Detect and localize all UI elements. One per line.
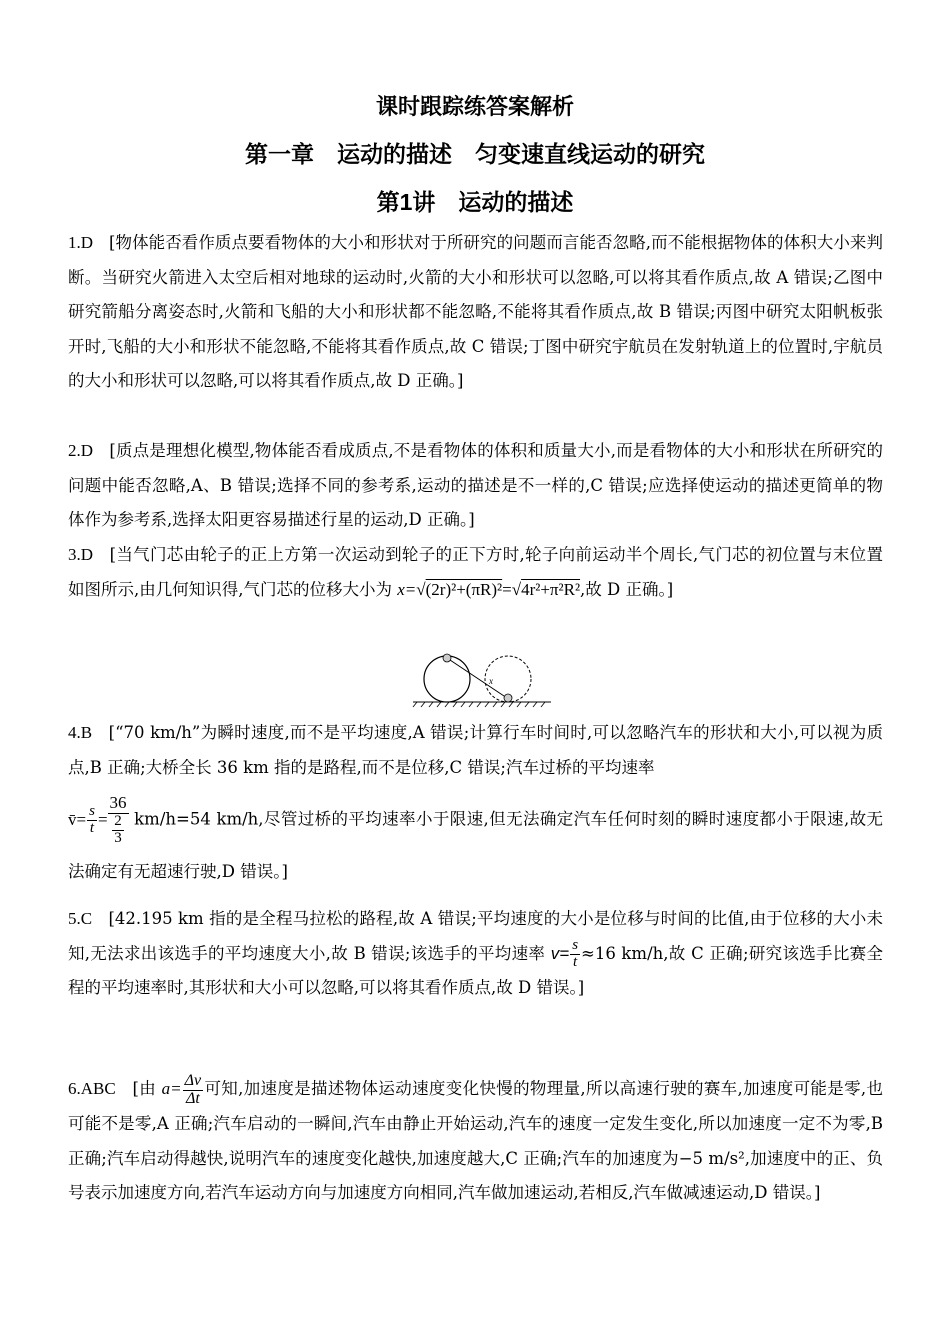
valve-initial [443,654,451,662]
wheel-initial [424,656,470,702]
wheel-displacement-figure [405,650,555,712]
answer-6-text-a: [由 [132,1079,162,1098]
answer-2 [68,434,883,538]
lesson-number: 1 [399,189,413,215]
answer-3 [68,538,883,607]
answer-5 [68,902,883,1006]
answer-3-text-a: [当气门芯由轮子的正上方第一次运动到轮子的正下方时,轮子向前运动半个周长,气门芯的初位置与末位置如图所示,由几何知识得,气门芯的位移大小为 [68,545,883,599]
displacement-label: x [489,676,493,686]
answer-2-number: 2.D [68,441,94,460]
displacement-line [450,660,504,696]
speed-formula: v= $\frac{s}{t}$ [550,937,579,971]
formula-equals: = [502,579,512,599]
answer-5-text-a: [42.195 km 指的是全程马拉松的路程,故 A 错误;平均速度的大小是位移与时间的比值,由于位移的大小未知,无法求出该选手的平均速度大小,故 B 错误;该选手的平均速率 [68,909,883,963]
answer-1-text: [物体能否看作质点要看物体的大小和形状对于所研究的问题而言能否忽略,而不能根据物体的体积大小来判断。当研究火箭进入太空后相对地球的运动时,火箭的大小和形状可以忽略,可以将其看作质点,故 A 错误;乙图中研究箭船分离姿态时,火箭和飞船的大小和形状都不能忽略,不能将其看作质点,故 B 错误;丙图中研究太阳帆板张开时,飞船的大小和形状不能忽略,不能将其看作质点,故 C 错误;丁图中研究宇航员在发射轨道上的位置时,宇航员的大小和形状可以忽略,可以将其看作质点,故 D 正确。] [68,233,883,390]
answer-1-number: 1.D [68,233,94,252]
answer-6-number: 6.ABC [68,1079,116,1098]
formula-x: x= [397,579,417,599]
displacement-formula: x=√(2r)²+(πR)²=√4r²+π²R² [397,579,581,599]
answer-5-text-b: ≈16 km/h,故 C 正确;研究该选手比赛全程的平均速率时,其形状和大小可以忽略,可以将其看作质点,故 D 错误。] [68,943,883,997]
radicand-2: 4r²+π²R² [521,579,581,599]
page-title: 课时跟踪练答案解析 [375,95,574,120]
lesson-suffix: 讲 运动的描述 [412,190,574,216]
answer-6 [68,1072,883,1211]
answer-4-text-a: [“70 km/h”为瞬时速度,而不是平均速度,A 错误;计算行车时间时,可以忽略汽车的形状和大小,可以视为质点,B 正确;大桥全长 36 km 指的是路程,而不是位移,C 错误;汽车过桥的平均速率 [68,723,883,777]
answer-1 [68,226,883,399]
compound-fraction: $\frac{36}{\frac{2}{3}}$ [109,793,127,846]
answer-6-text-b: 可知,加速度是描述物体运动速度变化快慢的物理量,所以高速行驶的赛车,加速度可能是零,也可能不是零,A 正确;汽车启动的一瞬间,汽车由静止开始运动,汽车的速度一定发生变化,所以加速度一定不为零,B 正确;汽车启动得越快,说明汽车的速度变化越快,加速度越大,C 正确;汽车的加速度为−5 m/s²,加速度中的正、负号表示加速度方向,若汽车运动方向与加速度方向相同,汽车做加速运动,若相反,汽车做减速运动,D 错误。] [68,1079,883,1203]
acceleration-formula: a= $\frac{\Delta v}{\Delta t}$ [161,1071,202,1107]
answer-3-number: 3.D [68,545,94,564]
s-over-t: $\frac{s}{t}$ [89,803,95,836]
lesson-title [0,184,950,217]
chapter-title: 第一章 运动的描述 匀变速直线运动的研究 [245,142,705,168]
v-bar: v̄= [68,810,87,829]
answer-2-text: [质点是理想化模型,物体能否看成质点,不是看物体的体积和质量大小,而是看物体的大小和形状在所研究的问题中能否忽略,A、B 错误;选择不同的参考系,运动的描述是不一样的,C 错误;应选择使运动的描述更简单的物体作为参考系,选择太阳更容易描述行星的运动,D 正确。] [68,441,883,529]
radicand-1: (2r)²+(πR)² [425,579,503,599]
answer-3-text-b: ,故 D 正确。] [580,579,674,599]
answer-4 [68,716,883,890]
lesson-prefix: 第 [376,190,400,216]
equals: = [97,810,108,829]
answer-4-number: 4.B [68,723,93,742]
average-speed-formula [68,785,129,855]
answer-5-number: 5.C [68,909,93,928]
answer-4-text-b: km/h=54 km/h,尽管过桥的平均速率小于限速,但无法确定汽车任何时刻的瞬时速度都小于限速,故无法确定有无超速行驶,D 错误。] [68,809,883,881]
ground-hatching [413,702,545,707]
valve-final [504,694,512,702]
